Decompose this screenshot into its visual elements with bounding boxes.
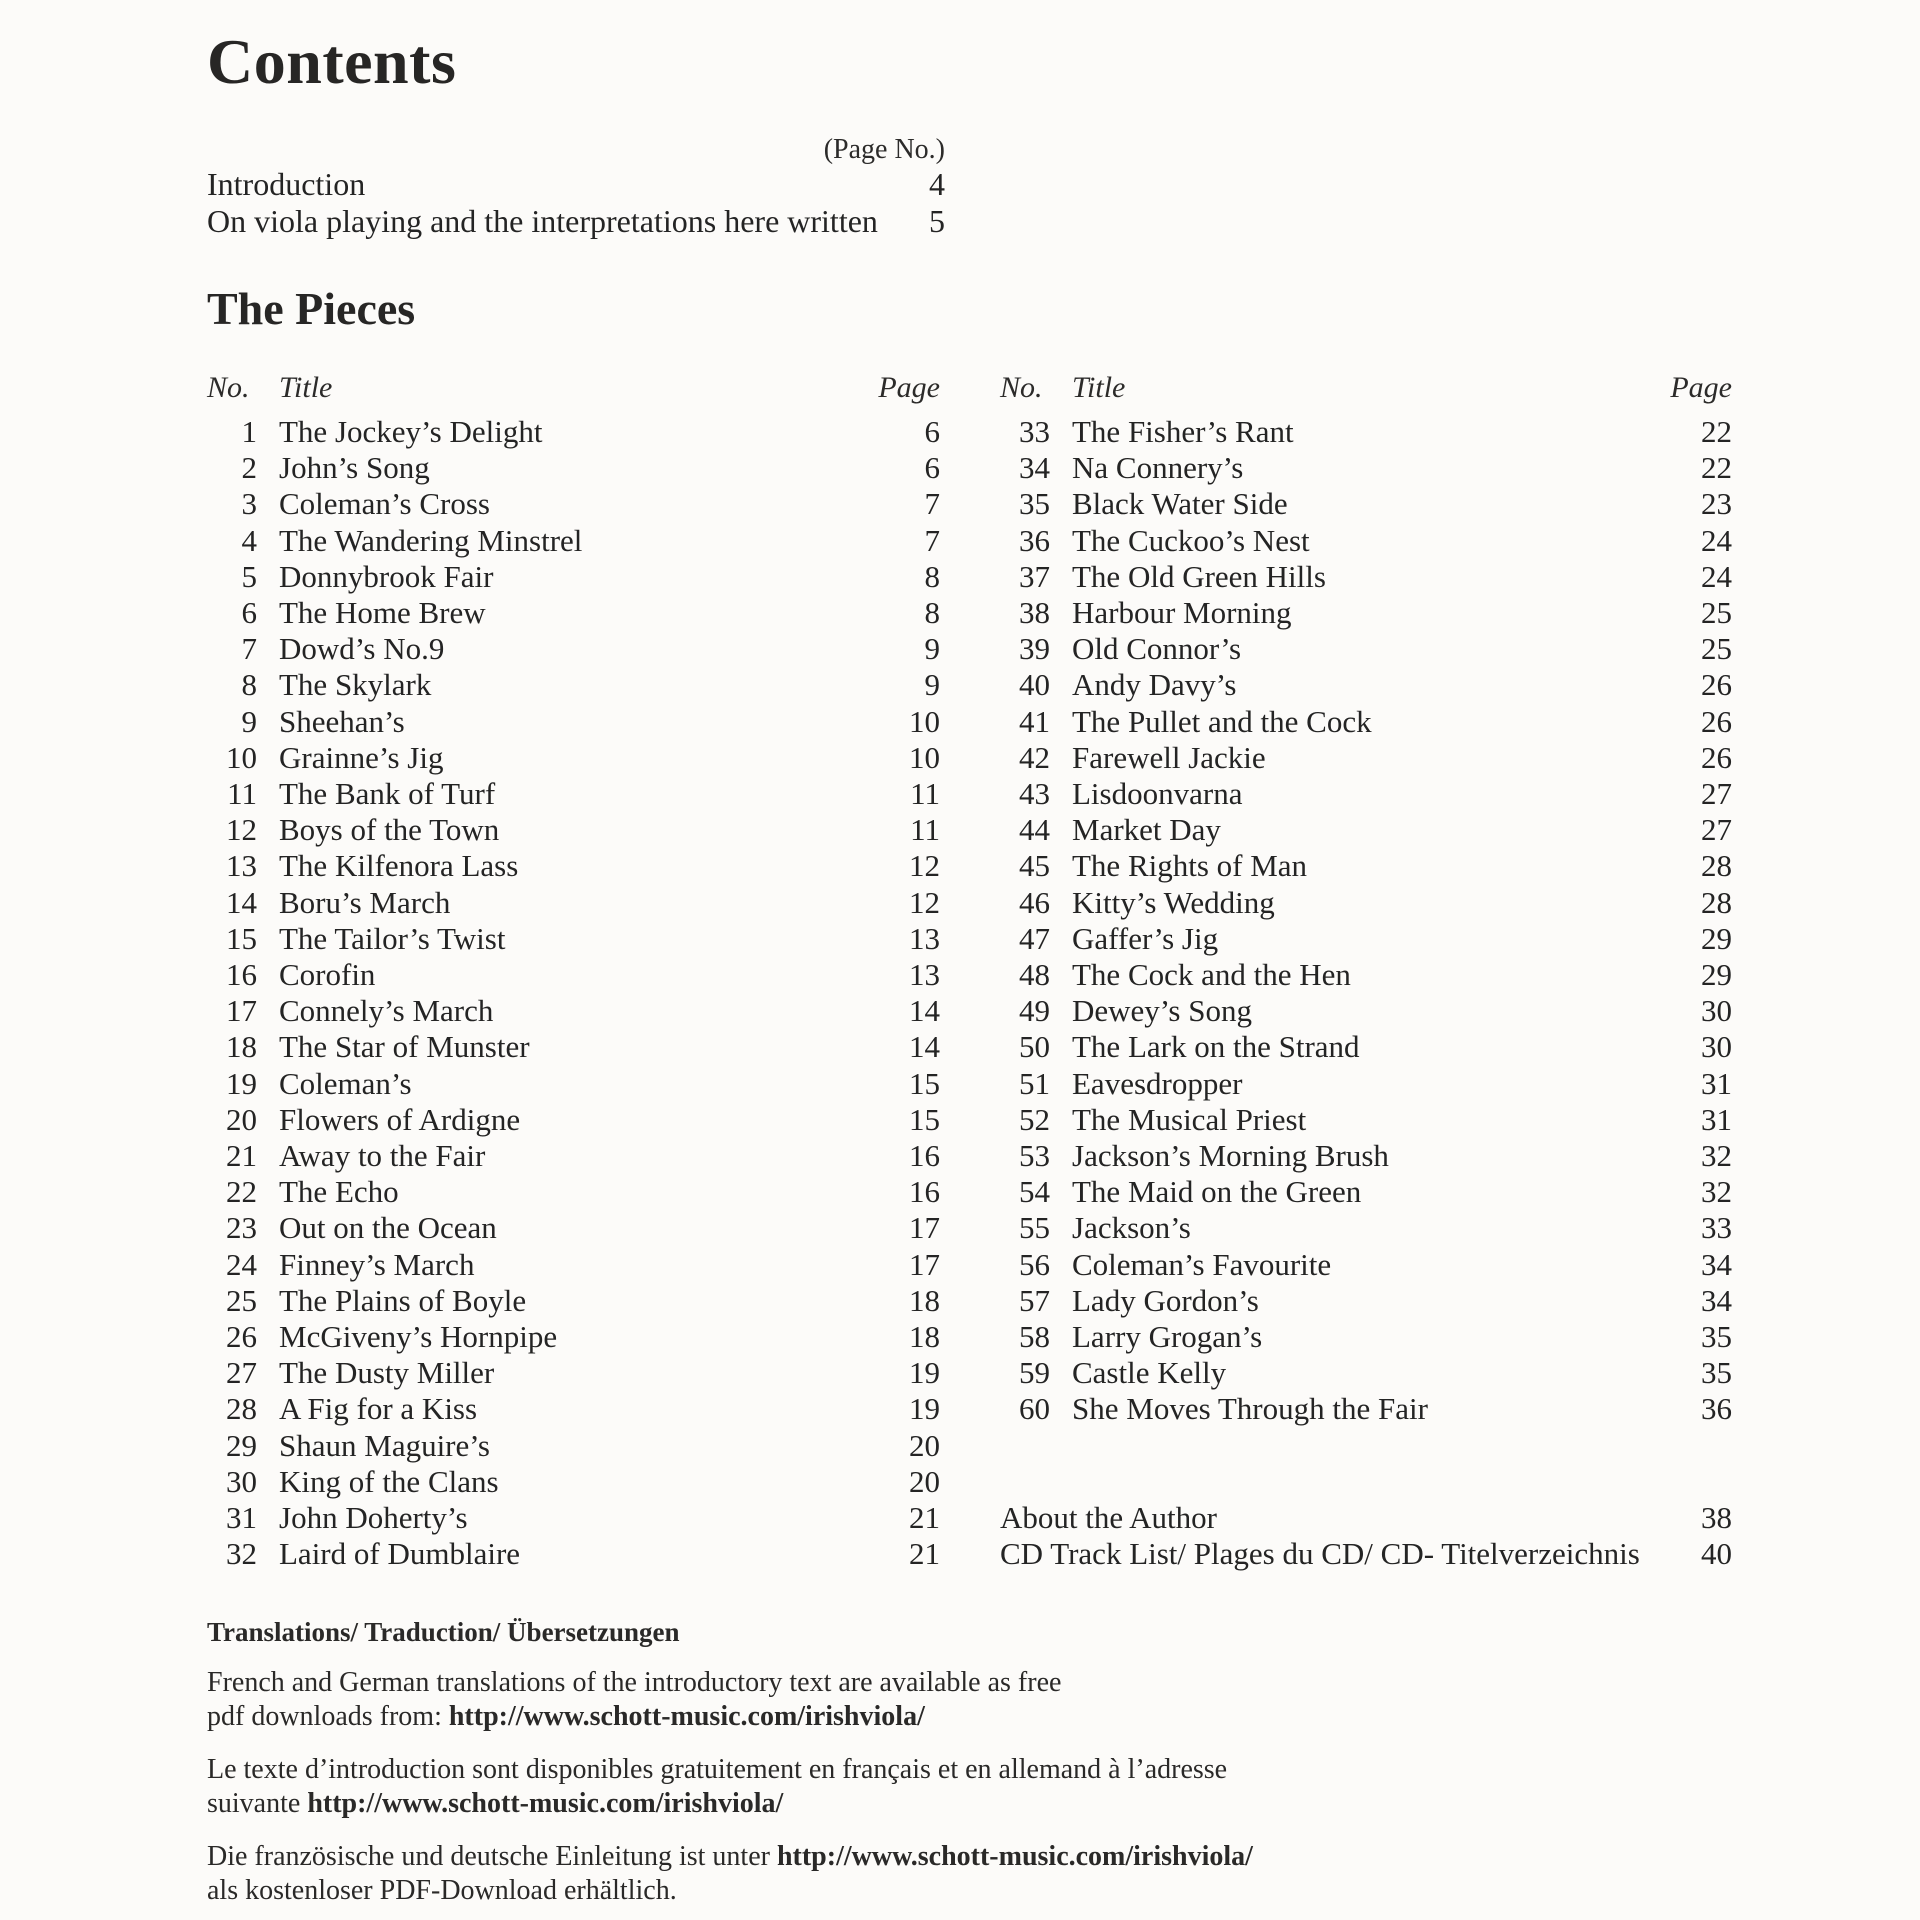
toc-row bbox=[1000, 667, 1732, 703]
piece-number: 45 bbox=[1019, 848, 1050, 884]
piece-number: 54 bbox=[1019, 1174, 1050, 1210]
piece-page: 26 bbox=[1701, 667, 1732, 703]
piece-number: 44 bbox=[1019, 812, 1050, 848]
piece-title: Dowd’s No.9 bbox=[279, 631, 445, 667]
piece-number: 20 bbox=[226, 1101, 257, 1137]
piece-title: The Cuckoo’s Nest bbox=[1072, 522, 1310, 558]
piece-number: 40 bbox=[1019, 667, 1050, 703]
piece-title: The Maid on the Green bbox=[1072, 1174, 1362, 1210]
toc-row bbox=[1000, 1247, 1732, 1283]
toc-row bbox=[207, 1319, 940, 1355]
toc-row bbox=[1000, 776, 1732, 812]
piece-page: 24 bbox=[1701, 558, 1732, 594]
extra-page: 40 bbox=[1701, 1535, 1732, 1571]
toc-row bbox=[1000, 848, 1732, 884]
piece-title: Gaffer’s Jig bbox=[1072, 920, 1219, 956]
piece-page: 14 bbox=[909, 1029, 940, 1065]
toc-row bbox=[207, 523, 940, 559]
piece-number: 43 bbox=[1019, 776, 1050, 812]
piece-title: The Skylark bbox=[279, 667, 432, 703]
piece-page: 26 bbox=[1701, 739, 1732, 775]
piece-number: 37 bbox=[1019, 558, 1050, 594]
front-matter-title: On viola playing and the interpretations here written bbox=[207, 203, 878, 239]
piece-title: Connely’s March bbox=[279, 993, 494, 1029]
piece-page: 9 bbox=[924, 631, 940, 667]
piece-title: Larry Grogan’s bbox=[1072, 1319, 1263, 1355]
piece-number: 52 bbox=[1019, 1101, 1050, 1137]
piece-title: She Moves Through the Fair bbox=[1072, 1391, 1428, 1427]
toc-row bbox=[1000, 559, 1732, 595]
piece-title: The Musical Priest bbox=[1072, 1101, 1307, 1137]
toc-row bbox=[207, 1536, 940, 1572]
piece-number: 17 bbox=[226, 993, 257, 1029]
piece-title: Castle Kelly bbox=[1072, 1355, 1227, 1391]
toc-row bbox=[207, 1500, 940, 1536]
piece-number: 60 bbox=[1019, 1391, 1050, 1427]
toc-row bbox=[207, 1428, 940, 1464]
piece-title: Harbour Morning bbox=[1072, 595, 1292, 631]
piece-title: Eavesdropper bbox=[1072, 1065, 1243, 1101]
piece-title: Grainne’s Jig bbox=[279, 739, 444, 775]
toc-row bbox=[1000, 1138, 1732, 1174]
piece-number: 28 bbox=[226, 1391, 257, 1427]
piece-title: The Tailor’s Twist bbox=[279, 920, 506, 956]
toc-extra-row bbox=[1000, 1536, 1732, 1572]
piece-number: 51 bbox=[1019, 1065, 1050, 1101]
footer-fr-line1: Le texte d’introduction sont disponibles gratuitement en français et en allemand à l’adresse bbox=[207, 1753, 1228, 1785]
front-matter-row bbox=[207, 203, 945, 240]
piece-title: The Rights of Man bbox=[1072, 848, 1308, 884]
toc-row bbox=[207, 1210, 940, 1246]
piece-number: 35 bbox=[1019, 486, 1050, 522]
piece-title: The Star of Munster bbox=[279, 1029, 530, 1065]
toc-header-title: Title bbox=[1072, 371, 1126, 404]
piece-page: 30 bbox=[1701, 993, 1732, 1029]
piece-title: The Cock and the Hen bbox=[1072, 957, 1351, 993]
piece-number: 31 bbox=[226, 1500, 257, 1536]
piece-title: Out on the Ocean bbox=[279, 1210, 497, 1246]
extra-title: About the Author bbox=[1000, 1499, 1217, 1535]
toc-row bbox=[207, 1029, 940, 1065]
piece-title: Boru’s March bbox=[279, 884, 451, 920]
piece-number: 14 bbox=[226, 884, 257, 920]
toc-header-no: No. bbox=[1000, 371, 1043, 404]
piece-title: Kitty’s Wedding bbox=[1072, 884, 1275, 920]
translations-heading: Translations/ Traduction/ Übersetzungen bbox=[207, 1616, 680, 1647]
footer-de-line1 bbox=[207, 1840, 1732, 1874]
piece-page: 32 bbox=[1701, 1174, 1732, 1210]
footer-de-prefix: Die französische und deutsche Einleitung ist unter bbox=[207, 1840, 777, 1872]
toc-row bbox=[207, 776, 940, 812]
toc-row bbox=[207, 1391, 940, 1427]
toc-row bbox=[207, 559, 940, 595]
toc-rows-left bbox=[207, 414, 940, 1573]
toc-columns bbox=[207, 370, 1732, 1573]
piece-number: 49 bbox=[1019, 993, 1050, 1029]
piece-title: Flowers of Ardigne bbox=[279, 1101, 521, 1137]
piece-page: 26 bbox=[1701, 703, 1732, 739]
footer-paragraph-fr bbox=[207, 1753, 1732, 1821]
piece-title: The Fisher’s Rant bbox=[1072, 414, 1294, 449]
piece-number: 9 bbox=[241, 703, 257, 739]
piece-page: 19 bbox=[909, 1391, 940, 1427]
toc-row bbox=[207, 631, 940, 667]
piece-title: The Lark on the Strand bbox=[1072, 1029, 1360, 1065]
piece-title: Old Connor’s bbox=[1072, 631, 1242, 667]
schott-url-text: http://www.schott-music.com/irishviola/ bbox=[448, 1700, 925, 1732]
piece-page: 7 bbox=[924, 486, 940, 522]
toc-row bbox=[1000, 704, 1732, 740]
piece-title: Coleman’s Cross bbox=[279, 486, 490, 522]
toc-column-right bbox=[1000, 370, 1732, 1573]
piece-page: 29 bbox=[1701, 920, 1732, 956]
schott-url-text: http://www.schott-music.com/irishviola/ bbox=[776, 1840, 1253, 1872]
piece-page: 22 bbox=[1701, 450, 1732, 486]
piece-title: Market Day bbox=[1072, 812, 1221, 848]
toc-row bbox=[1000, 1319, 1732, 1355]
toc-row bbox=[1000, 486, 1732, 522]
piece-number: 42 bbox=[1019, 739, 1050, 775]
piece-number: 39 bbox=[1019, 631, 1050, 667]
footer-en-line1: French and German translations of the introductory text are available as free bbox=[207, 1666, 1062, 1698]
piece-page: 30 bbox=[1701, 1029, 1732, 1065]
toc-row bbox=[207, 414, 940, 450]
front-matter-page: 4 bbox=[929, 166, 945, 202]
toc-extra-row bbox=[1000, 1500, 1732, 1536]
piece-number: 13 bbox=[226, 848, 257, 884]
piece-number: 36 bbox=[1019, 522, 1050, 558]
piece-page: 9 bbox=[924, 667, 940, 703]
extra-page: 38 bbox=[1701, 1499, 1732, 1535]
toc-row bbox=[1000, 595, 1732, 631]
piece-page: 12 bbox=[909, 884, 940, 920]
toc-row bbox=[207, 812, 940, 848]
piece-page: 24 bbox=[1701, 522, 1732, 558]
toc-row bbox=[1000, 921, 1732, 957]
piece-page: 29 bbox=[1701, 957, 1732, 993]
toc-extras bbox=[1000, 1500, 1732, 1572]
piece-page: 35 bbox=[1701, 1319, 1732, 1355]
piece-page: 27 bbox=[1701, 776, 1732, 812]
piece-page: 11 bbox=[910, 812, 940, 848]
piece-title: Shaun Maguire’s bbox=[279, 1427, 490, 1463]
piece-title: The Home Brew bbox=[279, 595, 486, 631]
piece-number: 34 bbox=[1019, 450, 1050, 486]
piece-number: 2 bbox=[241, 450, 257, 486]
piece-number: 5 bbox=[241, 558, 257, 594]
piece-page: 36 bbox=[1701, 1391, 1732, 1427]
piece-page: 25 bbox=[1701, 595, 1732, 631]
piece-page: 27 bbox=[1701, 812, 1732, 848]
piece-number: 6 bbox=[241, 595, 257, 631]
piece-title: Black Water Side bbox=[1072, 486, 1288, 522]
piece-number: 16 bbox=[226, 957, 257, 993]
toc-header-row bbox=[207, 370, 940, 406]
footer-en-prefix: pdf downloads from: bbox=[207, 1700, 449, 1732]
toc-row bbox=[1000, 885, 1732, 921]
piece-number: 12 bbox=[226, 812, 257, 848]
piece-page: 15 bbox=[909, 1065, 940, 1101]
piece-title: Lisdoonvarna bbox=[1072, 776, 1243, 812]
toc-row bbox=[207, 1138, 940, 1174]
front-matter-title: Introduction bbox=[207, 166, 366, 202]
toc-row bbox=[207, 885, 940, 921]
piece-title: The Plains of Boyle bbox=[279, 1282, 527, 1318]
footer-de-line2: als kostenloser PDF-Download erhältlich. bbox=[207, 1874, 677, 1906]
toc-row bbox=[207, 1066, 940, 1102]
piece-number: 7 bbox=[241, 631, 257, 667]
piece-number: 18 bbox=[226, 1029, 257, 1065]
piece-page: 18 bbox=[909, 1319, 940, 1355]
piece-page: 19 bbox=[909, 1355, 940, 1391]
toc-row bbox=[1000, 740, 1732, 776]
piece-page: 18 bbox=[909, 1282, 940, 1318]
piece-title: The Jockey’s Delight bbox=[279, 414, 543, 449]
footer-paragraph-en bbox=[207, 1666, 1732, 1734]
toc-row bbox=[1000, 1210, 1732, 1246]
piece-title: Jackson’s Morning Brush bbox=[1072, 1138, 1389, 1174]
toc-row bbox=[1000, 1174, 1732, 1210]
piece-title: Away to the Fair bbox=[279, 1138, 486, 1174]
extra-title: CD Track List/ Plages du CD/ CD- Titelverzeichnis bbox=[1000, 1535, 1640, 1571]
front-matter-page: 5 bbox=[929, 203, 945, 239]
piece-page: 13 bbox=[909, 920, 940, 956]
piece-number: 19 bbox=[226, 1065, 257, 1101]
toc-row bbox=[207, 704, 940, 740]
piece-page: 28 bbox=[1701, 848, 1732, 884]
front-matter-row bbox=[207, 166, 945, 203]
piece-page: 12 bbox=[909, 848, 940, 884]
piece-number: 8 bbox=[241, 667, 257, 703]
piece-number: 1 bbox=[241, 414, 257, 449]
piece-number: 58 bbox=[1019, 1319, 1050, 1355]
piece-page: 25 bbox=[1701, 631, 1732, 667]
translations-footer bbox=[207, 1617, 1732, 1908]
toc-rows-right bbox=[1000, 414, 1732, 1428]
piece-number: 38 bbox=[1019, 595, 1050, 631]
toc-row bbox=[207, 1174, 940, 1210]
piece-number: 30 bbox=[226, 1463, 257, 1499]
toc-row bbox=[1000, 631, 1732, 667]
toc-row bbox=[207, 957, 940, 993]
piece-number: 33 bbox=[1019, 414, 1050, 449]
piece-title: Sheehan’s bbox=[279, 703, 405, 739]
piece-title: The Kilfenora Lass bbox=[279, 848, 519, 884]
piece-page: 10 bbox=[909, 703, 940, 739]
toc-row bbox=[207, 667, 940, 703]
piece-title: Coleman’s bbox=[279, 1065, 412, 1101]
piece-number: 26 bbox=[226, 1319, 257, 1355]
piece-number: 21 bbox=[226, 1138, 257, 1174]
piece-number: 22 bbox=[226, 1174, 257, 1210]
toc-column-left bbox=[207, 370, 940, 1573]
schott-url-text: http://www.schott-music.com/irishviola/ bbox=[307, 1787, 784, 1819]
toc-row bbox=[207, 921, 940, 957]
piece-page: 17 bbox=[909, 1210, 940, 1246]
toc-row bbox=[207, 740, 940, 776]
piece-title: Finney’s March bbox=[279, 1246, 475, 1282]
toc-row bbox=[1000, 1066, 1732, 1102]
piece-number: 11 bbox=[227, 776, 257, 812]
piece-page: 31 bbox=[1701, 1101, 1732, 1137]
piece-page: 17 bbox=[909, 1246, 940, 1282]
piece-number: 3 bbox=[241, 486, 257, 522]
piece-page: 21 bbox=[909, 1536, 940, 1572]
toc-row bbox=[1000, 1283, 1732, 1319]
piece-page: 34 bbox=[1701, 1246, 1732, 1282]
footer-paragraph-de bbox=[207, 1840, 1732, 1908]
piece-title: Dewey’s Song bbox=[1072, 993, 1252, 1029]
piece-page: 23 bbox=[1701, 486, 1732, 522]
toc-row bbox=[1000, 1102, 1732, 1138]
piece-title: Laird of Dumblaire bbox=[279, 1536, 521, 1572]
piece-title: The Bank of Turf bbox=[279, 776, 496, 812]
toc-header-page: Page bbox=[1670, 371, 1732, 404]
piece-title: Corofin bbox=[279, 957, 376, 993]
piece-title: Donnybrook Fair bbox=[279, 558, 494, 594]
piece-page: 8 bbox=[924, 595, 940, 631]
toc-row bbox=[207, 1355, 940, 1391]
piece-page: 28 bbox=[1701, 884, 1732, 920]
toc-row bbox=[1000, 1355, 1732, 1391]
toc-row bbox=[207, 1247, 940, 1283]
toc-row bbox=[1000, 450, 1732, 486]
piece-title: The Echo bbox=[279, 1174, 399, 1210]
piece-page: 14 bbox=[909, 993, 940, 1029]
footer-fr-line2 bbox=[207, 1787, 1732, 1821]
toc-row bbox=[1000, 1029, 1732, 1065]
section-title: The Pieces bbox=[207, 283, 416, 334]
piece-title: King of the Clans bbox=[279, 1463, 499, 1499]
toc-row bbox=[207, 486, 940, 522]
toc-row bbox=[1000, 812, 1732, 848]
piece-page: 32 bbox=[1701, 1138, 1732, 1174]
footer-fr-prefix: suivante bbox=[207, 1787, 308, 1819]
piece-number: 32 bbox=[226, 1536, 257, 1572]
piece-page: 6 bbox=[924, 450, 940, 486]
piece-page: 33 bbox=[1701, 1210, 1732, 1246]
footer-en-line2 bbox=[207, 1700, 1732, 1734]
piece-number: 47 bbox=[1019, 920, 1050, 956]
piece-page: 7 bbox=[924, 522, 940, 558]
piece-title: McGiveny’s Hornpipe bbox=[279, 1319, 558, 1355]
toc-header-title: Title bbox=[279, 371, 333, 404]
toc-row bbox=[1000, 1391, 1732, 1427]
piece-title: Farewell Jackie bbox=[1072, 739, 1266, 775]
toc-row bbox=[1000, 523, 1732, 559]
toc-row bbox=[1000, 993, 1732, 1029]
front-matter bbox=[207, 134, 945, 240]
piece-page: 10 bbox=[909, 739, 940, 775]
piece-title: The Dusty Miller bbox=[279, 1355, 495, 1391]
piece-title: The Wandering Minstrel bbox=[279, 522, 583, 558]
piece-page: 8 bbox=[924, 558, 940, 594]
piece-page: 34 bbox=[1701, 1282, 1732, 1318]
piece-page: 16 bbox=[909, 1138, 940, 1174]
toc-row bbox=[207, 1464, 940, 1500]
piece-title: Jackson’s bbox=[1072, 1210, 1191, 1246]
piece-number: 41 bbox=[1019, 703, 1050, 739]
piece-number: 53 bbox=[1019, 1138, 1050, 1174]
piece-page: 11 bbox=[910, 776, 940, 812]
toc-row bbox=[1000, 957, 1732, 993]
toc-row bbox=[207, 450, 940, 486]
toc-row bbox=[207, 848, 940, 884]
toc-row bbox=[207, 1102, 940, 1138]
piece-number: 25 bbox=[226, 1282, 257, 1318]
toc-row bbox=[207, 993, 940, 1029]
piece-title: Andy Davy’s bbox=[1072, 667, 1237, 703]
piece-page: 31 bbox=[1701, 1065, 1732, 1101]
piece-number: 23 bbox=[226, 1210, 257, 1246]
piece-number: 50 bbox=[1019, 1029, 1050, 1065]
piece-page: 20 bbox=[909, 1463, 940, 1499]
piece-number: 57 bbox=[1019, 1282, 1050, 1318]
piece-title: The Old Green Hills bbox=[1072, 558, 1326, 594]
piece-page: 35 bbox=[1701, 1355, 1732, 1391]
piece-number: 4 bbox=[241, 522, 257, 558]
toc-header-no: No. bbox=[207, 371, 250, 404]
piece-page: 21 bbox=[909, 1500, 940, 1536]
toc-row bbox=[207, 1283, 940, 1319]
piece-page: 6 bbox=[924, 414, 940, 449]
front-matter-list bbox=[207, 166, 945, 240]
piece-page: 16 bbox=[909, 1174, 940, 1210]
toc-header-row bbox=[1000, 370, 1732, 406]
piece-number: 29 bbox=[226, 1427, 257, 1463]
piece-title: John’s Song bbox=[279, 450, 430, 486]
piece-number: 10 bbox=[226, 739, 257, 775]
piece-title: Na Connery’s bbox=[1072, 450, 1244, 486]
page-no-label: (Page No.) bbox=[823, 134, 945, 165]
piece-page: 13 bbox=[909, 957, 940, 993]
piece-number: 55 bbox=[1019, 1210, 1050, 1246]
piece-number: 59 bbox=[1019, 1355, 1050, 1391]
piece-page: 22 bbox=[1701, 414, 1732, 449]
page-title: Contents bbox=[207, 26, 457, 97]
piece-title: A Fig for a Kiss bbox=[279, 1391, 478, 1427]
piece-number: 56 bbox=[1019, 1246, 1050, 1282]
piece-number: 46 bbox=[1019, 884, 1050, 920]
piece-number: 15 bbox=[226, 920, 257, 956]
piece-page: 15 bbox=[909, 1101, 940, 1137]
toc-row bbox=[207, 595, 940, 631]
piece-title: John Doherty’s bbox=[279, 1500, 468, 1536]
toc-header-page: Page bbox=[878, 371, 940, 404]
toc-row bbox=[1000, 414, 1732, 450]
piece-title: Coleman’s Favourite bbox=[1072, 1246, 1332, 1282]
piece-title: Lady Gordon’s bbox=[1072, 1282, 1259, 1318]
piece-title: The Pullet and the Cock bbox=[1072, 703, 1372, 739]
piece-number: 48 bbox=[1019, 957, 1050, 993]
piece-number: 27 bbox=[226, 1355, 257, 1391]
piece-number: 24 bbox=[226, 1246, 257, 1282]
piece-title: Boys of the Town bbox=[279, 812, 500, 848]
piece-page: 20 bbox=[909, 1427, 940, 1463]
